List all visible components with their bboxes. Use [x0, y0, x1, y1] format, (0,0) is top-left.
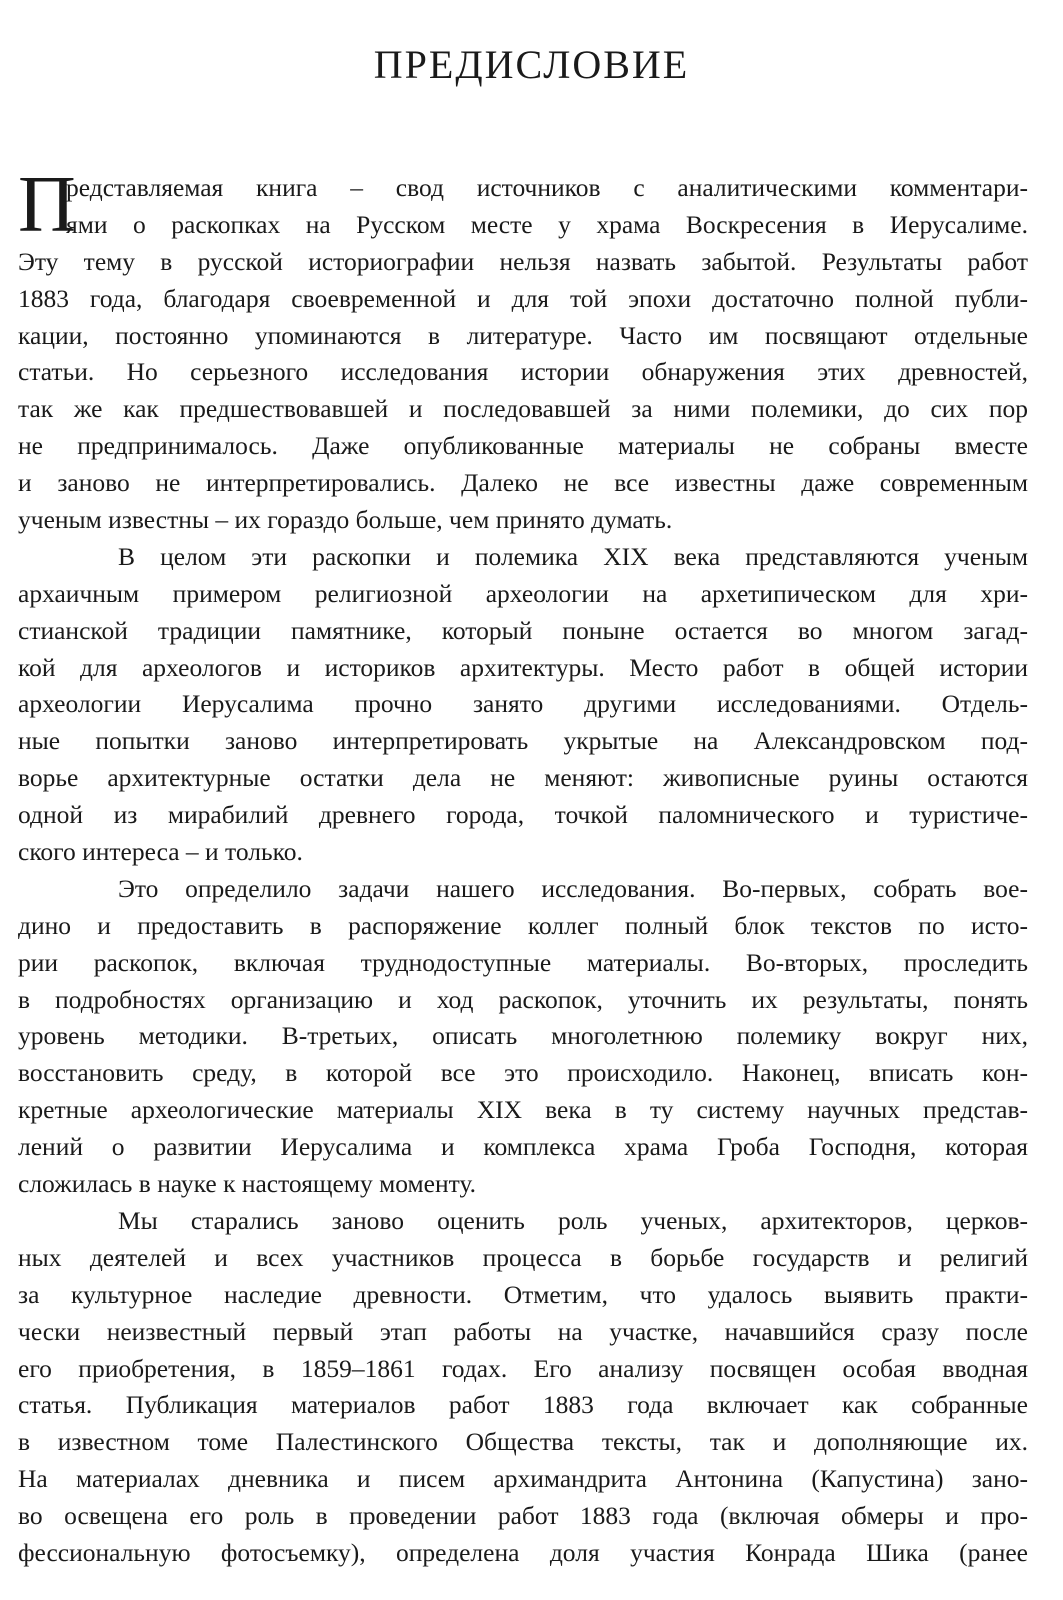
text-line: во освещена его роль в проведении работ 1883 года (включая обмеры и про- — [18, 1501, 1028, 1531]
text-line: ные попытки заново интерпретировать укрытые на Александровском под- — [18, 726, 1028, 756]
text-line: кретные археологические материалы XIX века в ту систему научных представ- — [18, 1095, 1028, 1125]
text-line: статьи. Но серьезного исследования истории обнаружения этих древностей, — [18, 357, 1028, 387]
text-line: в известном томе Палестинского Общества тексты, так и дополняющие их. — [18, 1427, 1028, 1457]
text-line: ученым известны – их гораздо больше, чем принято думать. — [18, 505, 673, 535]
text-line: лений о развитии Иерусалима и комплекса храма Гроба Господня, которая — [18, 1132, 1028, 1162]
text-line: одной из мирабилий древнего города, точкой паломнического и туристиче- — [18, 800, 1028, 830]
page-title: ПРЕДИСЛОВИЕ — [373, 42, 690, 87]
body-text — [18, 161, 1028, 1572]
text-line: 1883 года, благодаря своевременной и для той эпохи достаточно полной публи- — [18, 283, 1028, 313]
text-line: В целом эти раскопки и полемика XIX века представляются ученым — [118, 541, 1028, 571]
drop-cap: П — [18, 161, 76, 249]
text-line: рии раскопок, включая труднодоступные материалы. Во-вторых, проследить — [18, 947, 1028, 977]
text-line: Эту тему в русской историографии нельзя назвать забытой. Результаты работ — [18, 246, 1028, 276]
text-line: дино и предоставить в распоряжение коллег полный блок текстов по исто- — [18, 910, 1028, 940]
text-line: не предпринималось. Даже опубликованные материалы не собраны вместе — [18, 431, 1028, 461]
text-line: архаичным примером религиозной археологии на архетипическом для хри- — [18, 578, 1028, 608]
text-line: кой для археологов и историков архитектуры. Место работ в общей истории — [18, 652, 1028, 682]
text-line: На материалах дневника и писем архимандрита Антонина (Капустина) зано- — [18, 1464, 1028, 1494]
text-line: археологии Иерусалима прочно занято другими исследованиями. Отдель- — [18, 689, 1028, 719]
text-line: сложилась в науке к настоящему моменту. — [18, 1169, 477, 1199]
text-line: фессиональную фотосъемку), определена доля участия Конрада Шика (ранее — [18, 1537, 1028, 1567]
text-line: ворье архитектурные остатки дела не меняют: живописные руины остаются — [18, 763, 1028, 793]
text-line: и заново не интерпретировались. Далеко не все известны даже современным — [18, 468, 1028, 498]
text-line: ями о раскопках на Русском месте у храма Воскресения в Иерусалиме. — [66, 209, 1028, 239]
text-line: ных деятелей и всех участников процесса в борьбе государств и религий — [18, 1242, 1028, 1272]
text-line: Это определило задачи нашего исследования. Во-первых, собрать вое- — [118, 873, 1028, 903]
text-line: в подробностях организацию и ход раскопок, уточнить их результаты, понять — [18, 984, 1028, 1014]
text-line: так же как предшествовавшей и последовавшей за ними полемики, до сих пор — [18, 394, 1028, 424]
text-line: чески неизвестный первый этап работы на участке, начавшийся сразу после — [18, 1316, 1028, 1346]
text-line: восстановить среду, в которой все это происходило. Наконец, вписать кон- — [18, 1058, 1028, 1088]
text-line: ского интереса – и только. — [18, 837, 303, 867]
text-line: его приобретения, в 1859–1861 годах. Его анализу посвящен особая вводная — [18, 1353, 1028, 1383]
text-line: Мы старались заново оценить роль ученых, архитекторов, церков- — [118, 1205, 1028, 1235]
text-line: статья. Публикация материалов работ 1883 года включает как собранные — [18, 1390, 1028, 1420]
text-line: кации, постоянно упоминаются в литературе. Часто им посвящают отдельные — [18, 320, 1028, 350]
text-line: редставляемая книга – свод источников с аналитическими комментари- — [66, 173, 1028, 202]
text-line: стианской традиции памятнике, который поныне остается во многом загад- — [18, 615, 1028, 645]
text-line: уровень методики. В-третьих, описать многолетнюю полемику вокруг них, — [18, 1021, 1028, 1051]
text-line: за культурное наследие древности. Отметим, что удалось выявить практи- — [18, 1279, 1028, 1309]
